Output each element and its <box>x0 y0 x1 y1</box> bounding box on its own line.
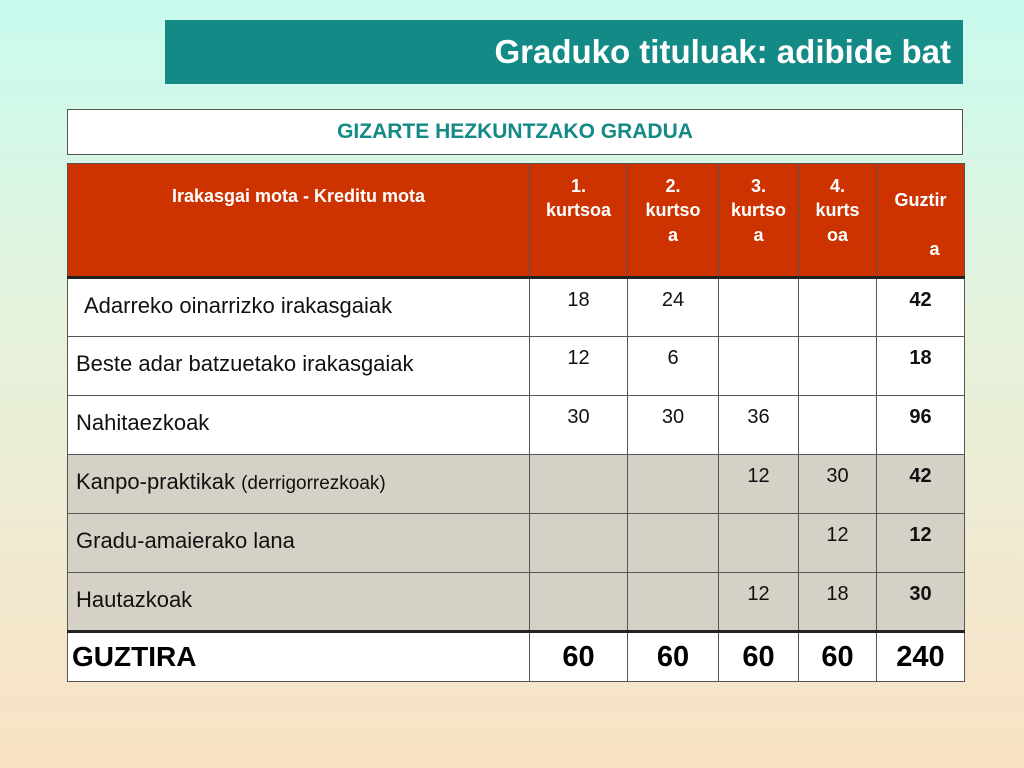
cell-year-3 <box>719 278 799 337</box>
cell-total: 18 <box>877 337 965 396</box>
total-year-3: 60 <box>719 632 799 682</box>
header-year-1 <box>530 164 628 278</box>
row-label: Hautazkoak <box>68 573 530 632</box>
cell-year-4: 18 <box>799 573 877 632</box>
header-year-3 <box>719 164 799 278</box>
cell-year-2: 30 <box>628 396 719 455</box>
table-row <box>68 337 965 396</box>
slide-title: Graduko tituluak: adibide bat <box>494 33 951 70</box>
cell-year-2: 6 <box>628 337 719 396</box>
cell-total: 42 <box>877 278 965 337</box>
total-row-label: GUZTIRA <box>68 632 530 682</box>
total-year-1: 60 <box>530 632 628 682</box>
header-year-3-line3: a <box>753 224 764 245</box>
cell-year-3: 12 <box>719 573 799 632</box>
cell-year-3: 12 <box>719 455 799 514</box>
row-label: Nahitaezkoak <box>68 396 530 455</box>
header-year-3-line2: kurtso <box>730 200 786 221</box>
table-row <box>68 278 965 337</box>
row-label-main: Kanpo-praktikak <box>76 469 235 494</box>
cell-year-1 <box>530 455 628 514</box>
credits-table <box>67 163 965 682</box>
total-grand: 240 <box>877 632 965 682</box>
cell-year-3 <box>719 337 799 396</box>
header-total-line2: a <box>929 238 940 259</box>
header-year-1-line1: 1. <box>570 176 586 196</box>
cell-year-4: 30 <box>799 455 877 514</box>
cell-year-3: 36 <box>719 396 799 455</box>
table-row <box>68 396 965 455</box>
header-year-4-line2: kurts <box>815 200 860 221</box>
header-year-4 <box>799 164 877 278</box>
header-year-2-line3: a <box>667 224 678 245</box>
cell-year-2 <box>628 573 719 632</box>
header-year-2-line1: 2. <box>665 176 681 196</box>
header-row <box>68 164 965 278</box>
cell-year-2 <box>628 455 719 514</box>
row-label <box>68 455 530 514</box>
cell-year-1 <box>530 573 628 632</box>
row-label: Gradu-amaierako lana <box>68 514 530 573</box>
header-year-4-line3: oa <box>826 224 848 245</box>
header-year-2 <box>628 164 719 278</box>
cell-year-4 <box>799 278 877 337</box>
cell-year-4 <box>799 396 877 455</box>
cell-year-2: 24 <box>628 278 719 337</box>
total-year-2: 60 <box>628 632 719 682</box>
table-row <box>68 455 965 514</box>
slide-title-bar <box>165 20 963 84</box>
header-year-4-line1: 4. <box>829 176 845 196</box>
header-year-2-line2: kurtso <box>645 200 701 221</box>
cell-year-1: 12 <box>530 337 628 396</box>
row-label: Beste adar batzuetako irakasgaiak <box>68 337 530 396</box>
subtitle-box <box>67 109 963 155</box>
subtitle: GIZARTE HEZKUNTZAKO GRADUA <box>337 120 693 143</box>
header-total <box>877 164 965 278</box>
cell-year-1: 18 <box>530 278 628 337</box>
header-subject-type-text: Irakasgai mota - Kreditu mota <box>171 186 426 206</box>
cell-year-3 <box>719 514 799 573</box>
cell-year-1 <box>530 514 628 573</box>
total-year-4: 60 <box>799 632 877 682</box>
cell-total: 42 <box>877 455 965 514</box>
row-label: Adarreko oinarrizko irakasgaiak <box>68 278 530 337</box>
header-year-1-line2: kurtsoa <box>545 200 612 221</box>
header-year-3-line1: 3. <box>750 176 766 196</box>
cell-year-2 <box>628 514 719 573</box>
cell-total: 30 <box>877 573 965 632</box>
table-row <box>68 573 965 632</box>
cell-year-4 <box>799 337 877 396</box>
cell-year-1: 30 <box>530 396 628 455</box>
row-label-suffix: (derrigorrezkoak) <box>241 473 386 494</box>
cell-total: 96 <box>877 396 965 455</box>
header-subject-type <box>68 164 530 278</box>
cell-year-4: 12 <box>799 514 877 573</box>
header-total-line1: Guztir <box>894 190 947 210</box>
table-row <box>68 514 965 573</box>
total-row <box>68 632 965 682</box>
cell-total: 12 <box>877 514 965 573</box>
